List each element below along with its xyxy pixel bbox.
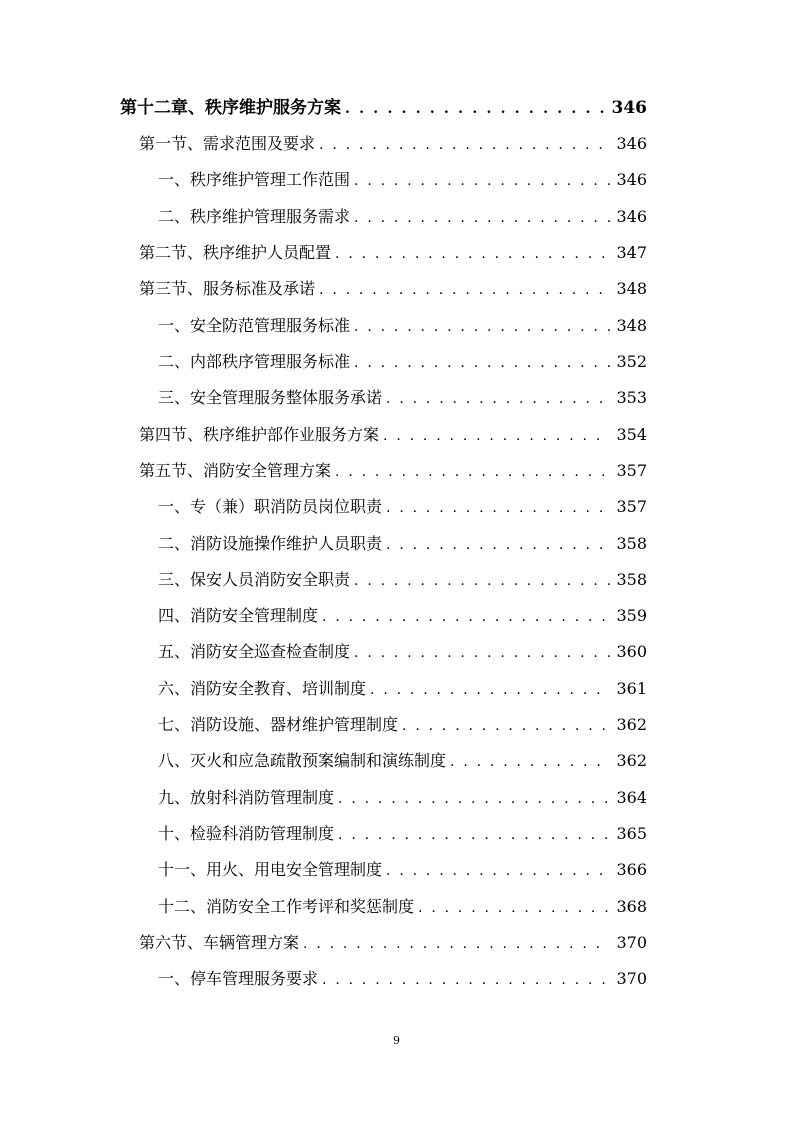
toc-subsection[interactable] [158, 604, 647, 628]
dot-leader [338, 787, 610, 811]
dot-leader [354, 169, 610, 193]
toc-subsection[interactable] [158, 858, 647, 882]
toc-entry-page: 360 [616, 642, 647, 661]
toc-entry-page: 346 [616, 170, 647, 189]
toc-entry-title: 六、消防安全教育、培训制度 [158, 679, 367, 698]
toc-entry-title: 三、保安人员消防安全职责 [158, 570, 351, 589]
dot-leader [354, 641, 610, 665]
toc-section-2[interactable] [139, 241, 647, 265]
toc-entry-page: 346 [616, 134, 647, 153]
toc-subsection[interactable] [158, 495, 647, 519]
dot-leader [322, 968, 610, 992]
toc-subsection[interactable] [158, 532, 647, 556]
toc-entry-page: 370 [616, 969, 647, 988]
toc-section-5[interactable] [139, 459, 647, 483]
toc-entry-title: 第十二章、秩序维护服务方案 [120, 98, 341, 118]
dot-leader [386, 496, 610, 520]
toc-entry-page: 348 [616, 316, 647, 335]
dot-leader [386, 387, 610, 411]
toc-entry-page: 357 [616, 497, 647, 516]
toc-subsection[interactable] [158, 895, 647, 919]
toc-entry-title: 二、内部秩序管理服务标准 [158, 352, 351, 371]
toc-entry-page: 359 [616, 606, 647, 625]
toc-entry-title: 九、放射科消防管理制度 [158, 788, 335, 807]
toc-subsection[interactable] [158, 640, 647, 664]
dot-leader [370, 678, 610, 702]
dot-leader [322, 605, 610, 629]
toc-entry-title: 一、秩序维护管理工作范围 [158, 170, 351, 189]
toc-entry-page: 352 [616, 352, 647, 371]
toc-entry-title: 一、专（兼）职消防员岗位职责 [158, 497, 383, 516]
toc-subsection[interactable] [158, 786, 647, 810]
dot-leader [354, 569, 610, 593]
toc-entry-page: 358 [616, 570, 647, 589]
toc-entry-title: 第一节、需求范围及要求 [139, 134, 316, 153]
toc-entry-title: 十、检验科消防管理制度 [158, 824, 335, 843]
toc-entry-page: 365 [616, 824, 647, 843]
toc-entry-title: 一、停车管理服务要求 [158, 969, 319, 988]
toc-entry-page: 364 [616, 788, 647, 807]
toc-entry-title: 二、秩序维护管理服务需求 [158, 207, 351, 226]
toc-entry-page: 357 [616, 461, 647, 480]
page-number: 9 [393, 1034, 400, 1047]
toc-subsection[interactable] [158, 713, 647, 737]
toc-section-6[interactable] [139, 931, 647, 955]
toc-entry-title: 十二、消防安全工作考评和奖惩制度 [158, 897, 415, 916]
dot-leader [383, 424, 610, 448]
toc-entry-page: 362 [616, 751, 647, 770]
dot-leader [354, 351, 610, 375]
dot-leader [345, 97, 606, 121]
toc-entry-title: 第六节、车辆管理方案 [139, 933, 300, 952]
dot-leader [335, 242, 610, 266]
toc-subsection[interactable] [158, 386, 647, 410]
toc-entry-page: 358 [616, 534, 647, 553]
toc-entry-page: 354 [616, 425, 647, 444]
toc-entry-title: 第五节、消防安全管理方案 [139, 461, 332, 480]
toc-subsection[interactable] [158, 967, 647, 991]
toc-entry-title: 二、消防设施操作维护人员职责 [158, 534, 383, 553]
toc-entry-title: 七、消防设施、器材维护管理制度 [158, 715, 399, 734]
toc-entry-title: 第二节、秩序维护人员配置 [139, 243, 332, 262]
toc-subsection[interactable] [158, 205, 647, 229]
toc-entry-page: 346 [611, 98, 647, 118]
toc-entry-title: 第四节、秩序维护部作业服务方案 [139, 425, 380, 444]
dot-leader [402, 714, 610, 738]
dot-leader [303, 932, 610, 956]
toc-entry-page: 348 [616, 279, 647, 298]
toc-entry-title: 十一、用火、用电安全管理制度 [158, 860, 383, 879]
dot-leader [338, 823, 610, 847]
toc-entry-page: 353 [616, 388, 647, 407]
dot-leader [319, 278, 610, 302]
toc-entry-page: 368 [616, 897, 647, 916]
dot-leader [354, 206, 610, 230]
toc-entry-page: 370 [616, 933, 647, 952]
toc-subsection[interactable] [158, 350, 647, 374]
toc-entry-title: 三、安全管理服务整体服务承诺 [158, 388, 383, 407]
toc-entry-title: 四、消防安全管理制度 [158, 606, 319, 625]
toc-subsection[interactable] [158, 749, 647, 773]
toc-subsection[interactable] [158, 168, 647, 192]
dot-leader [354, 315, 610, 339]
dot-leader [335, 460, 610, 484]
dot-leader [450, 750, 610, 774]
toc-entry-page: 346 [616, 207, 647, 226]
toc-entry-page: 347 [616, 243, 647, 262]
dot-leader [386, 533, 610, 557]
toc-section-3[interactable] [139, 277, 647, 301]
dot-leader [386, 859, 610, 883]
dot-leader [319, 133, 610, 157]
toc-entry-page: 366 [616, 860, 647, 879]
toc-subsection[interactable] [158, 314, 647, 338]
toc-subsection[interactable] [158, 677, 647, 701]
toc-section-4[interactable] [139, 423, 647, 447]
toc-chapter-12[interactable] [120, 96, 647, 120]
toc-entry-page: 361 [616, 679, 647, 698]
toc-subsection[interactable] [158, 822, 647, 846]
toc-entry-title: 八、灭火和应急疏散预案编制和演练制度 [158, 751, 447, 770]
toc-entry-title: 五、消防安全巡查检查制度 [158, 642, 351, 661]
toc-section-1[interactable] [139, 132, 647, 156]
toc-entry-page: 362 [616, 715, 647, 734]
dot-leader [418, 896, 610, 920]
toc-entry-title: 第三节、服务标准及承诺 [139, 279, 316, 298]
toc-entry-title: 一、安全防范管理服务标准 [158, 316, 351, 335]
toc-subsection[interactable] [158, 568, 647, 592]
